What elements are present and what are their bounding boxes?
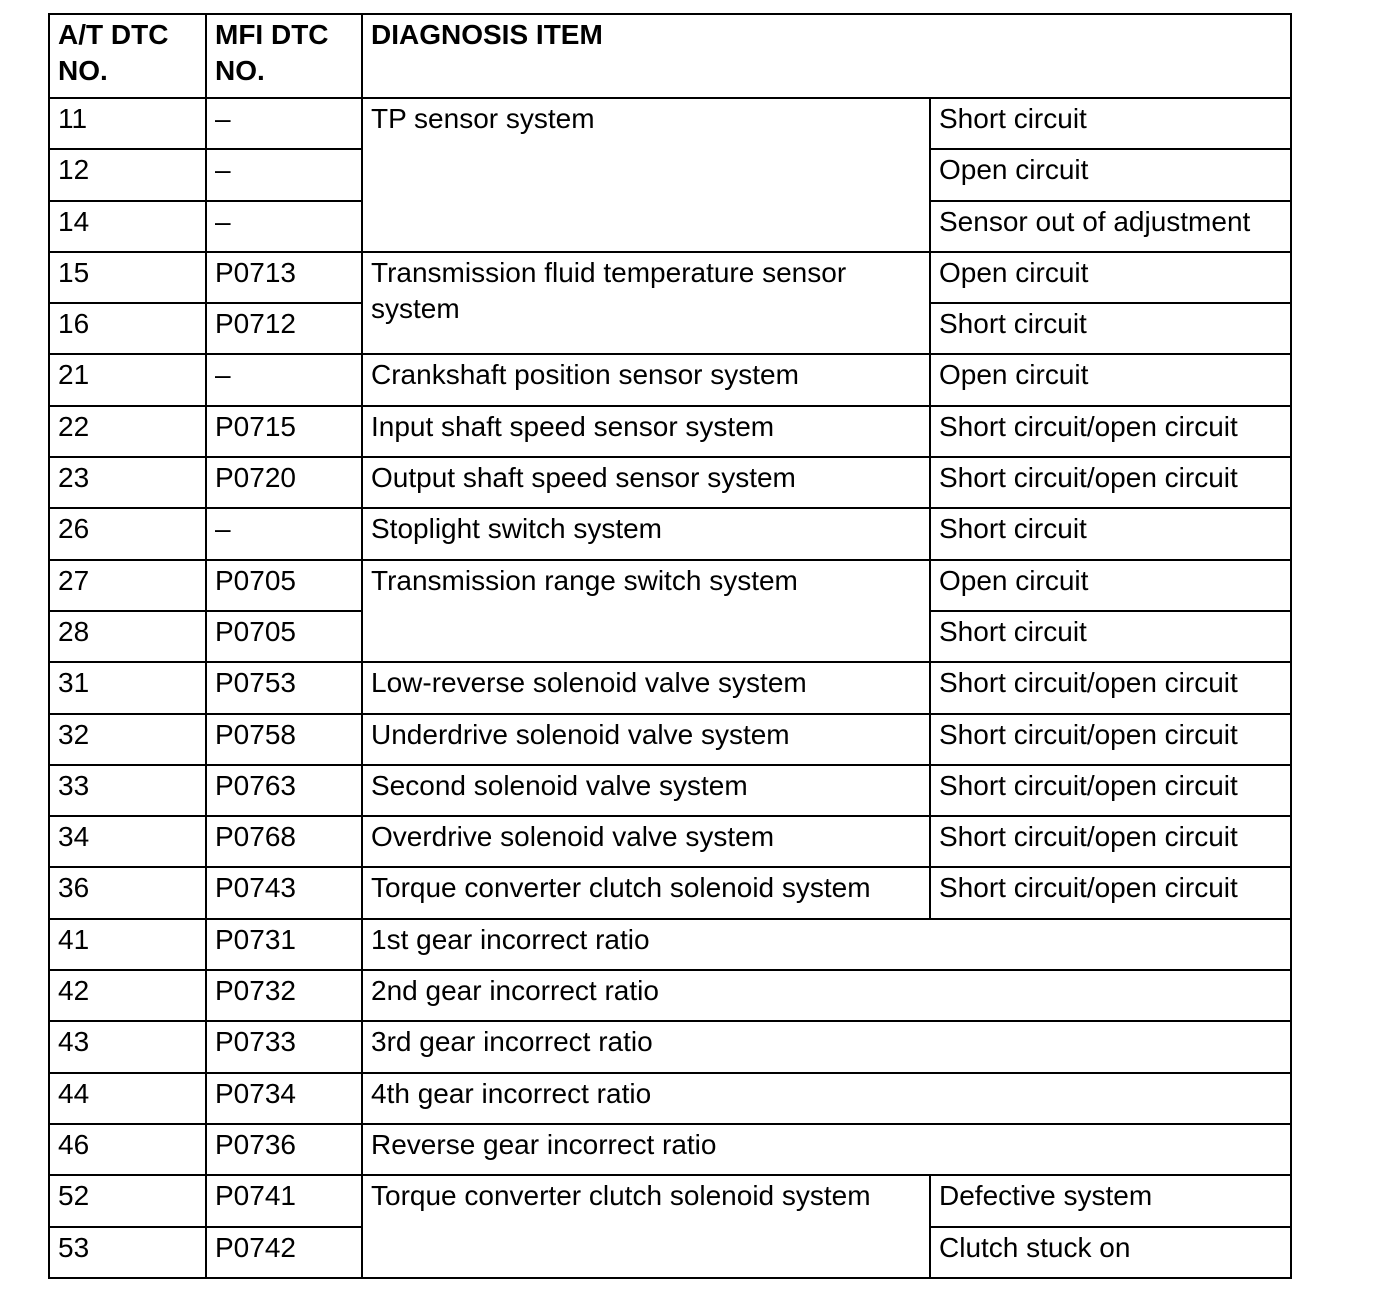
mfi-dtc-cell: – <box>206 98 362 149</box>
at-dtc-cell: 33 <box>49 765 206 816</box>
table-row <box>49 919 1291 970</box>
at-dtc-cell: 22 <box>49 406 206 457</box>
at-dtc-cell: 41 <box>49 919 206 970</box>
mfi-dtc-cell: – <box>206 508 362 559</box>
table-row <box>49 816 1291 867</box>
diagnosis-detail-cell: Open circuit <box>930 252 1291 303</box>
diagnosis-item-cell: Transmission range switch system <box>362 560 930 663</box>
diagnosis-item-cell: Output shaft speed sensor system <box>362 457 930 508</box>
at-dtc-cell: 31 <box>49 662 206 713</box>
diagnosis-item-cell: Input shaft speed sensor system <box>362 406 930 457</box>
mfi-dtc-cell: – <box>206 149 362 200</box>
at-dtc-cell: 42 <box>49 970 206 1021</box>
at-dtc-cell: 12 <box>49 149 206 200</box>
diagnosis-item-cell: Stoplight switch system <box>362 508 930 559</box>
header-mfi-dtc: MFI DTC NO. <box>206 14 362 98</box>
diagnosis-item-cell: Second solenoid valve system <box>362 765 930 816</box>
at-dtc-cell: 46 <box>49 1124 206 1175</box>
diagnosis-detail-cell: Short circuit <box>930 508 1291 559</box>
diagnosis-item-cell: TP sensor system <box>362 98 930 252</box>
diagnosis-item-cell: 2nd gear incorrect ratio <box>362 970 1291 1021</box>
table-row <box>49 98 1291 149</box>
diagnosis-item-cell: Torque converter clutch solenoid system <box>362 1175 930 1278</box>
table-row <box>49 457 1291 508</box>
mfi-dtc-cell: P0705 <box>206 560 362 611</box>
diagnosis-detail-cell: Short circuit/open circuit <box>930 662 1291 713</box>
table-row <box>49 1175 1291 1226</box>
mfi-dtc-cell: P0736 <box>206 1124 362 1175</box>
at-dtc-cell: 27 <box>49 560 206 611</box>
mfi-dtc-cell: P0712 <box>206 303 362 354</box>
header-diagnosis-item: DIAGNOSIS ITEM <box>362 14 1291 98</box>
diagnosis-detail-cell: Short circuit/open circuit <box>930 816 1291 867</box>
diagnosis-item-cell: Low-reverse solenoid valve system <box>362 662 930 713</box>
dtc-table <box>48 13 1292 1279</box>
diagnosis-detail-cell: Defective system <box>930 1175 1291 1226</box>
mfi-dtc-cell: P0705 <box>206 611 362 662</box>
table-row <box>49 1124 1291 1175</box>
table-row <box>49 714 1291 765</box>
diagnosis-detail-cell: Open circuit <box>930 354 1291 405</box>
diagnosis-item-cell: Reverse gear incorrect ratio <box>362 1124 1291 1175</box>
diagnosis-detail-cell: Short circuit <box>930 611 1291 662</box>
table-row <box>49 1073 1291 1124</box>
table-row <box>49 406 1291 457</box>
table-row <box>49 252 1291 303</box>
diagnosis-detail-cell: Short circuit/open circuit <box>930 714 1291 765</box>
mfi-dtc-cell: P0758 <box>206 714 362 765</box>
diagnosis-item-cell: Crankshaft position sensor system <box>362 354 930 405</box>
diagnosis-item-cell: 3rd gear incorrect ratio <box>362 1021 1291 1072</box>
diagnosis-detail-cell: Short circuit/open circuit <box>930 457 1291 508</box>
mfi-dtc-cell: P0753 <box>206 662 362 713</box>
mfi-dtc-cell: P0732 <box>206 970 362 1021</box>
at-dtc-cell: 21 <box>49 354 206 405</box>
table-row <box>49 508 1291 559</box>
diagnosis-detail-cell: Sensor out of adjustment <box>930 201 1291 252</box>
at-dtc-cell: 11 <box>49 98 206 149</box>
table-row <box>49 970 1291 1021</box>
mfi-dtc-cell: – <box>206 201 362 252</box>
header-row <box>49 14 1291 98</box>
at-dtc-cell: 43 <box>49 1021 206 1072</box>
mfi-dtc-cell: P0741 <box>206 1175 362 1226</box>
at-dtc-cell: 36 <box>49 867 206 918</box>
at-dtc-cell: 26 <box>49 508 206 559</box>
mfi-dtc-cell: P0734 <box>206 1073 362 1124</box>
diagnosis-detail-cell: Clutch stuck on <box>930 1227 1291 1278</box>
at-dtc-cell: 34 <box>49 816 206 867</box>
mfi-dtc-cell: P0742 <box>206 1227 362 1278</box>
table-row <box>49 354 1291 405</box>
diagnosis-item-cell: Transmission fluid temperature sensor system <box>362 252 930 355</box>
diagnosis-item-cell: Underdrive solenoid valve system <box>362 714 930 765</box>
diagnosis-detail-cell: Short circuit <box>930 98 1291 149</box>
diagnosis-item-cell: 1st gear incorrect ratio <box>362 919 1291 970</box>
diagnosis-item-cell: Torque converter clutch solenoid system <box>362 867 930 918</box>
mfi-dtc-cell: P0768 <box>206 816 362 867</box>
mfi-dtc-cell: P0763 <box>206 765 362 816</box>
table-row <box>49 765 1291 816</box>
diagnosis-detail-cell: Short circuit <box>930 303 1291 354</box>
mfi-dtc-cell: – <box>206 354 362 405</box>
at-dtc-cell: 15 <box>49 252 206 303</box>
table-row <box>49 867 1291 918</box>
at-dtc-cell: 23 <box>49 457 206 508</box>
diagnosis-detail-cell: Short circuit/open circuit <box>930 867 1291 918</box>
at-dtc-cell: 53 <box>49 1227 206 1278</box>
diagnosis-item-cell: 4th gear incorrect ratio <box>362 1073 1291 1124</box>
diagnosis-detail-cell: Open circuit <box>930 149 1291 200</box>
table-row <box>49 560 1291 611</box>
at-dtc-cell: 52 <box>49 1175 206 1226</box>
at-dtc-cell: 14 <box>49 201 206 252</box>
table-row <box>49 1021 1291 1072</box>
diagnosis-item-cell: Overdrive solenoid valve system <box>362 816 930 867</box>
mfi-dtc-cell: P0731 <box>206 919 362 970</box>
diagnosis-detail-cell: Short circuit/open circuit <box>930 765 1291 816</box>
diagnosis-detail-cell: Short circuit/open circuit <box>930 406 1291 457</box>
header-at-dtc: A/T DTC NO. <box>49 14 206 98</box>
mfi-dtc-cell: P0733 <box>206 1021 362 1072</box>
mfi-dtc-cell: P0715 <box>206 406 362 457</box>
table-row <box>49 662 1291 713</box>
mfi-dtc-cell: P0720 <box>206 457 362 508</box>
at-dtc-cell: 28 <box>49 611 206 662</box>
mfi-dtc-cell: P0743 <box>206 867 362 918</box>
at-dtc-cell: 44 <box>49 1073 206 1124</box>
mfi-dtc-cell: P0713 <box>206 252 362 303</box>
diagnosis-detail-cell: Open circuit <box>930 560 1291 611</box>
at-dtc-cell: 32 <box>49 714 206 765</box>
at-dtc-cell: 16 <box>49 303 206 354</box>
